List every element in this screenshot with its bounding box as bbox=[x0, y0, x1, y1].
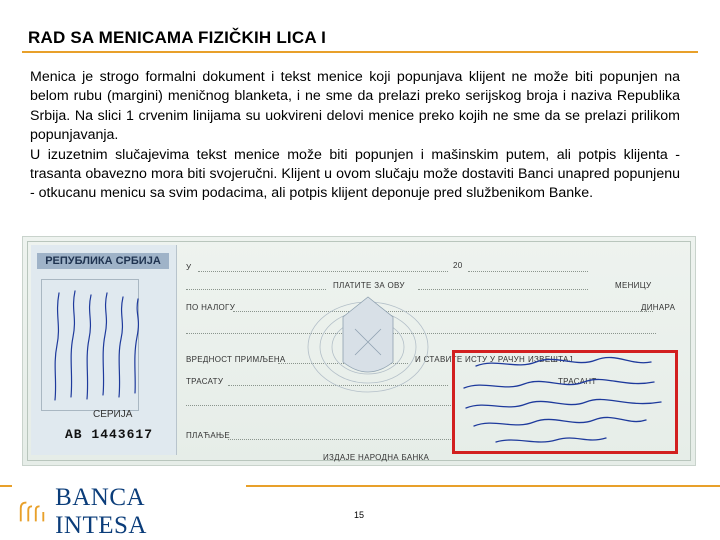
field-trasat: ТРАСАТУ bbox=[186, 377, 224, 386]
field-year: 20 bbox=[453, 261, 463, 270]
field-po-nalogu: ПО НАЛОГУ bbox=[186, 303, 236, 312]
field-placanje: ПЛАЋАЊЕ bbox=[186, 431, 231, 440]
country-label: РЕПУБЛИКА СРБИЈА bbox=[37, 253, 169, 269]
field-date-line bbox=[468, 271, 588, 272]
field-vrednost: ВРЕДНОСТ ПРИМЉЕНА bbox=[186, 355, 286, 364]
field-u: У bbox=[186, 263, 192, 272]
coat-of-arms-emblem bbox=[303, 277, 433, 397]
field-izvestaj: ИЗВЕШТАЈ bbox=[528, 355, 573, 364]
field-platite: ПЛАТИТЕ ЗА ОВУ bbox=[333, 281, 405, 290]
paragraph-1: Menica je strogo formalni dokument i tekst menice koji popunjava klijent ne može biti popunjen na belom rubu (margini) meničnog blanketa, i ne sme da prelazi preko serijskog broja i naziva Republika Srbija. Na slici 1 crvenim linijama su uokvireni delovi menice preko kojih ne sme da se prelazi prilikom popunjavanja. bbox=[30, 69, 680, 144]
field-address-line-1 bbox=[186, 405, 451, 406]
serija-label: СЕРИЈА bbox=[93, 409, 133, 420]
paragraph-2: U izuzetnim slučajevima tekst menice može biti popunjen i mašinskim putem, ali potpis klijenta - trasanta obavezno mora biti svojeručni. Klijent u ovom slučaju može dostaviti Banci unapred popunjenu - otkucanu menicu sa svim podacima, ali potpis klijent deponuje pred službenikom Banke. bbox=[30, 146, 680, 202]
field-menicu: МЕНИЦУ bbox=[615, 281, 652, 290]
field-izdaje: ИЗДАЈЕ НАРОДНА БАНКА bbox=[323, 453, 430, 462]
serial-number: АВ 1443617 bbox=[65, 427, 154, 442]
logo-text: BANCA INTESA bbox=[55, 484, 147, 539]
main-handwriting bbox=[456, 354, 676, 452]
field-stavite: И СТАВИТЕ ИСТУ У РАЧУН bbox=[415, 355, 526, 364]
footer-rule-left bbox=[0, 485, 12, 487]
slide-title: RAD SA MENICAMA FIZIČKIH LICA I bbox=[28, 28, 327, 47]
field-trasant: ТРАСАНТ bbox=[558, 377, 597, 386]
footer-rule-right bbox=[246, 485, 720, 487]
field-platite-line bbox=[418, 289, 588, 290]
intesa-logo-mark-icon bbox=[17, 498, 47, 526]
field-placanje-line bbox=[228, 439, 453, 440]
title-underline bbox=[22, 51, 698, 53]
stub-handwriting bbox=[43, 285, 143, 405]
field-u-line bbox=[198, 271, 448, 272]
field-po-nalogu-line bbox=[233, 311, 653, 312]
banca-intesa-logo bbox=[17, 484, 231, 539]
page-number: 15 bbox=[354, 510, 365, 520]
body-text bbox=[30, 68, 680, 204]
field-dinara: ДИНАРА bbox=[641, 303, 676, 312]
